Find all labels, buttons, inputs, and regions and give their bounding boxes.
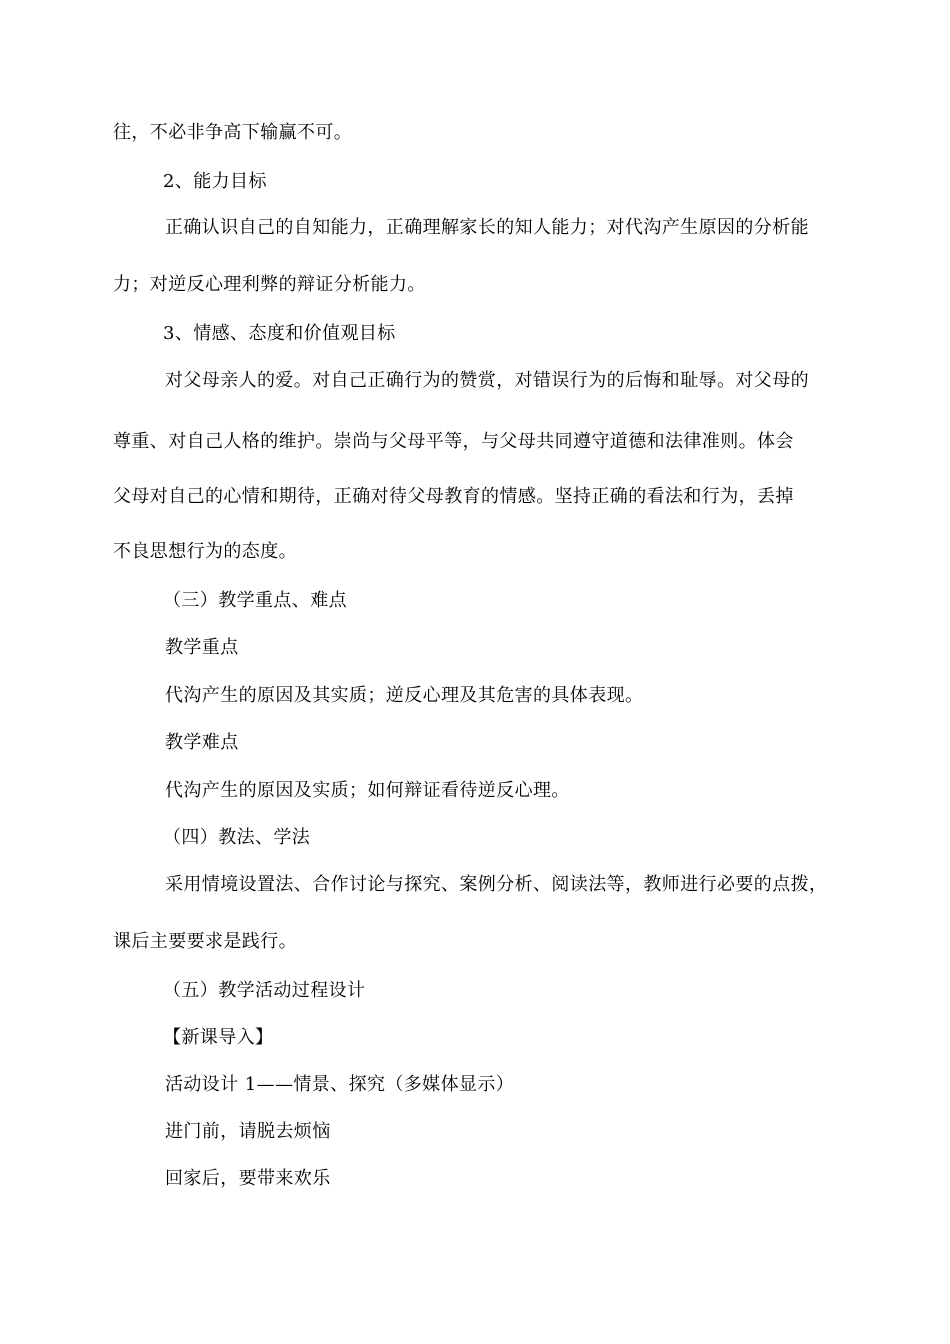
paragraph-line: 尊重、对自己人格的维护。崇尚与父母平等，与父母共同遵守道德和法律准则。体会 (113, 431, 794, 452)
subheading-teaching-focus: 教学重点 (165, 637, 239, 658)
paragraph-line: 力；对逆反心理利弊的辩证分析能力。 (113, 274, 426, 295)
paragraph-line: 采用情境设置法、合作讨论与探究、案例分析、阅读法等，教师进行必要的点拨， (165, 874, 828, 895)
section-heading-emotion-goals: 3、情感、态度和价值观目标 (163, 323, 396, 344)
paragraph-line: 课后主要要求是践行。 (113, 931, 297, 952)
paragraph-line: 代沟产生的原因及实质；如何辩证看待逆反心理。 (165, 780, 570, 801)
paragraph-line: 进门前，请脱去烦恼 (165, 1121, 331, 1142)
section-heading-methods: （四）教法、学法 (163, 827, 311, 848)
paragraph-line: 正确认识自己的自知能力，正确理解家长的知人能力；对代沟产生原因的分析能 (165, 217, 809, 238)
paragraph-line: 不良思想行为的态度。 (113, 541, 297, 562)
paragraph-line: 代沟产生的原因及其实质；逆反心理及其危害的具体表现。 (165, 685, 644, 706)
subheading-teaching-difficulty: 教学难点 (165, 732, 239, 753)
paragraph-line: 回家后，要带来欢乐 (165, 1168, 331, 1189)
section-heading-ability-goals: 2、能力目标 (163, 171, 267, 192)
paragraph-line: 对父母亲人的爱。对自己正确行为的赞赏，对错误行为的后悔和耻辱。对父母的 (165, 370, 809, 391)
subheading-new-lesson-intro: 【新课导入】 (163, 1027, 274, 1048)
section-heading-activity-design: （五）教学活动过程设计 (163, 980, 366, 1001)
section-heading-key-points: （三）教学重点、难点 (163, 590, 347, 611)
paragraph-line: 父母对自己的心情和期待，正确对待父母教育的情感。坚持正确的看法和行为，丢掉 (113, 486, 794, 507)
paragraph-line: 往，不必非争高下输赢不可。 (113, 122, 353, 143)
paragraph-line: 活动设计 1——情景、探究（多媒体显示） (165, 1074, 515, 1095)
